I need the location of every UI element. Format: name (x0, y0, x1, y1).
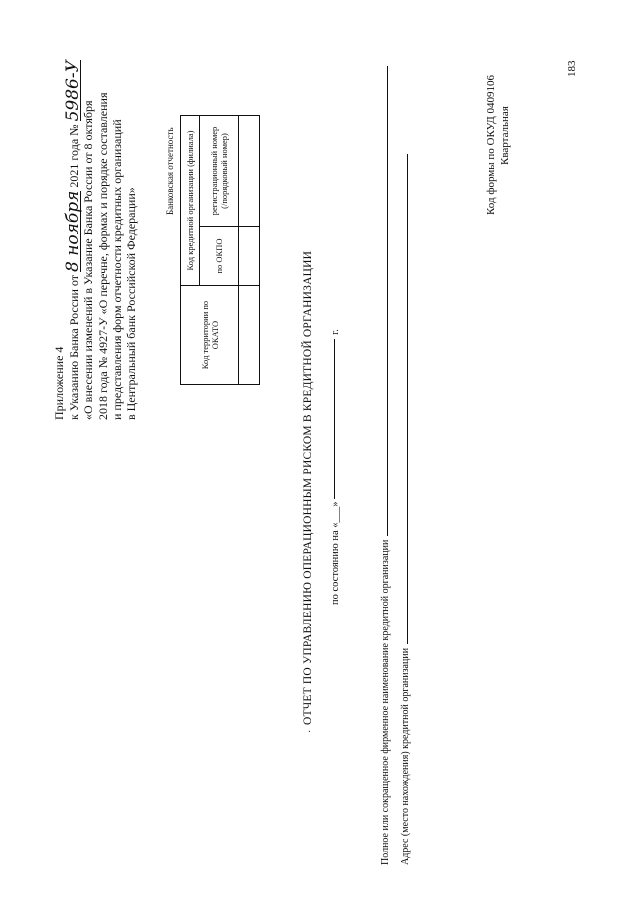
org-name-label: Полное или сокращенное фирменное наименование кредитной организации (380, 539, 391, 865)
registration-number-header-line-2: (/порядковый номер) (219, 133, 229, 209)
reporting-period: Квартальная (499, 106, 511, 165)
as-of-prefix: по состоянию на « (330, 522, 341, 605)
report-type-label: Банковская отчетность (165, 127, 175, 215)
handwritten-decree-date: 8 ноября (63, 190, 84, 272)
as-of-quote-close: » (330, 501, 341, 507)
as-of-year-suffix: г. (330, 329, 341, 335)
registration-number-header-line-1: регистрационный номер (209, 126, 219, 216)
registration-number-cell[interactable] (239, 116, 260, 227)
codes-table (180, 115, 260, 385)
as-of-month-year-field[interactable] (334, 339, 335, 499)
as-of-day-blank[interactable]: ___ (330, 506, 341, 523)
org-address-line (400, 154, 411, 865)
handwritten-decree-number: 5986-У (63, 60, 84, 122)
report-title: ОТЧЕТ ПО УПРАВЛЕНИЮ ОПЕРАЦИОННЫМ РИСКОМ В КРЕДИТНОЙ ОРГАНИЗАЦИИ (302, 250, 314, 725)
org-name-line (380, 66, 391, 865)
registration-number-header (200, 116, 239, 227)
codes-value-row (239, 116, 260, 385)
annex-decree-prefix: к Указанию Банка России от (67, 275, 82, 420)
annex-line-1: Приложение 4 (52, 346, 66, 420)
okpo-code-cell[interactable] (239, 227, 260, 286)
org-name-field[interactable] (387, 66, 388, 536)
annex-line-6: в Центральный банк Российской Федерации» (124, 187, 139, 420)
org-address-field[interactable] (407, 154, 408, 644)
territory-code-cell[interactable] (239, 286, 260, 385)
annex-line-5: и представления форм отчетности кредитных организаций (109, 119, 124, 420)
annex-header (52, 60, 138, 420)
annex-line-4: 2018 года № 4927-У «О перечне, формах и порядке составления (95, 92, 110, 420)
org-address-label: Адрес (место нахождения) кредитной организации (400, 647, 411, 865)
codes-header-row-1 (181, 116, 200, 385)
okpo-header: по ОКПО (200, 227, 239, 286)
as-of-date-line (330, 329, 341, 605)
page-number: 183 (566, 60, 578, 77)
annex-decree-year: 2021 года № (67, 124, 82, 188)
territory-code-header: Код территории по ОКАТО (181, 286, 239, 385)
okud-form-code: Код формы по ОКУД 0409106 (485, 74, 497, 215)
stray-dot: · (305, 729, 316, 733)
annex-line-3: «О внесении изменений в Указание Банка России от 8 октября (81, 100, 96, 420)
annex-line-2 (63, 60, 84, 420)
org-code-header: Код кредитной организации (филиала) (181, 116, 200, 286)
